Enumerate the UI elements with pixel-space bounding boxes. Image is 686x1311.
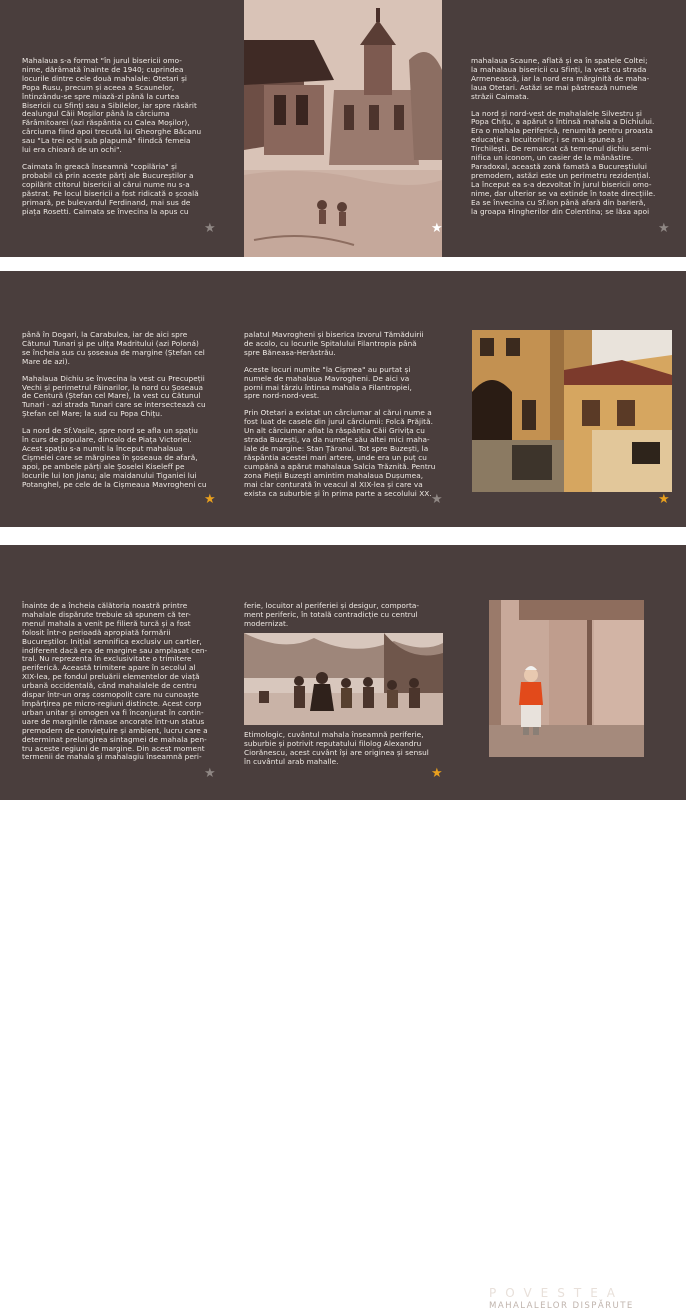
paragraph: La nord și nord-vest de mahalalele Silvestru și Popa Chițu, a apărut o întinsă mahala a Dichiului. Era o mahala periferică, renumită pentru proasta educație a locuitorilor; i se mai spunea și Tirchilești. De remarcat că termenul dichiu semi- nifica un iconom, un casier de la mânăstire. Paradoxal, această zonă famată a Bucureștiului premodern, astăzi este un perimetru rezidențial. La început ea s-a dezvoltat în jurul bisericii omo- nime, dar ulterior se va extinde în toate direcțiile. Ea se învecina cu Sf.Ion până afară din barieră, la groapa Hingherilor din Colentina; se lăsa apoi [471, 108, 656, 216]
old-house-photo [472, 330, 672, 492]
star-icon: ★ [431, 766, 443, 781]
paragraph: Înainte de a încheia călătoria noastră printre mahalale dispărute trebuie să spunem că ter- menul mahala a venit pe filieră turcă și a fost folosit într-o perioadă apropiată formării Bucureștilor. Inițial semnifica exclusiv un cartier, indiferent dacă era de margine sau amplasat cen- tral. Nu reprezenta în exclusivitate o trimitere periferică. Această trimitere apare în secolul al XIX-lea, pe fondul preluării elementelor de viață urbană occidentală, când mahalalele de centru dispar într-un oraș cosmopolit care nu cunoaște împărțirea pe micro-regiuni distincte. Acest corp urban unitar și omogen va fi înconjurat în contin- uare de marginile rămase ancorate într-un status premodern de conviețuire și ambient, lucru care a determinat prelungirea sintagmei de mahala pen- tru aceste regiuni de margine. Din acest moment termenii de mahala și mahalagiu înseamnă peri- [22, 601, 208, 762]
paragraph: palatul Mavrogheni și biserica Izvorul Tămăduirii de acolo, cu locurile Spitalului Filantropia până spre Băneasa-Herăstrău. [244, 330, 424, 357]
paragraph: Aceste locuri numite "la Cișmea" au purtat și numele de mahalaua Mavrogheni. De aici va porni mai târziu întinsa mahala a Filantropiei, spre nord-nord-vest. [244, 364, 412, 401]
text-column-2-top [244, 602, 442, 636]
brand-title-line-2: MAHALALELOR DISPĂRUTE [489, 1301, 634, 1311]
star-icon: ★ [431, 221, 443, 236]
star-icon: ★ [431, 492, 443, 507]
paragraph: Mahalaua s-a format "în jurul bisericii omo- nime, dărâmată înainte de 1940; cuprindea locurile dintre cele două mahalale: Otetari și Popa Rusu, precum și aceea a Scaunelor, întinzându-se spre miază-zi până la curtea Bisericii cu Sfinți sau a Sibilelor, iar spre răsărit dealungul Căii Moșilor până la cârciuma Fărâmitoarei (azi răspântia cu Calea Moșilor), cârciuma fiind apoi trecută lui Gheorghe Băcanu sau "La trei ochi sub plapumă" fiindcă femeia lui era chioară de un ochi". [22, 56, 202, 155]
crowd-engraving-image [244, 633, 443, 725]
text-column-1 [22, 602, 219, 767]
page-spread-2 [0, 271, 686, 527]
brand-title-line-1: POVESTEA [489, 1286, 624, 1300]
page-spread-3 [0, 545, 686, 1311]
star-icon: ★ [658, 492, 670, 507]
text-column-2 [244, 331, 442, 501]
paragraph: Etimologic, cuvântul mahala înseamnă periferie, suburbie și potrivit reputatului filolog Alexandru Ciorănescu, acest cuvânt își are originea și sensul în cuvântul arab mahalle. [244, 730, 429, 766]
star-icon: ★ [204, 221, 216, 236]
star-icon: ★ [204, 492, 216, 507]
paragraph: Prin Otetari a existat un cârciumar al cărui nume a fost luat de casele din jurul cârciumii: Folcă Prăjită. Un alt cârciumar aflat la răspântia Căii Grivița cu strada Buzești, va da numele său altei mici maha- lale de margine: Stan Țăranul. Tot spre Buzești, la răspântia acestei mari artere, unde era un puț cu cumpănă a apărut mahalaua Salcia Trăznită. Pentru zona Pieții Buzești amintim mahalaua Dușumea, mai clar conturată în veacul al XIX-lea și care va exista ca suburbie și în prima parte a secolului XX. [244, 408, 436, 498]
paragraph: Mahalaua Dichiu se învecina la vest cu Precupeții Vechi și perimetrul Făinarilor, la nord cu Șoseaua de Centură (Ștefan cel Mare), la vest cu Cătunul Tunari - azi strada Tunari care se intersectează cu Ștefan cel Mare; la sud cu Popa Chițu. [22, 373, 206, 419]
paragraph: ferie, locuitor al periferiei și desigur, comporta- ment periferic, în totală contradicție cu centrul modernizat. [244, 601, 420, 628]
page-spread-1 [0, 0, 686, 257]
paragraph: până în Dogari, la Carabulea, iar de aici spre Cătunul Tunari și pe ulița Madritului (azi Poloná) se încheia sus cu șoseaua de margine (Ștefan cel Mare de azi). [22, 330, 205, 366]
star-icon: ★ [658, 221, 670, 236]
star-icon: ★ [204, 766, 216, 781]
paragraph: mahalaua Scaune, aflată și ea în spatele Coltei; la mahalaua bisericii cu Sfinți, la vest cu strada Armenească, iar la nord era mărginită de maha- laua Otetari. Astăzi se mai păstrează numele străzii Caimata. [471, 56, 650, 101]
paragraph: Caimata în greacă înseamnă "copilăria" și probabil că prin aceste părți ale Bucureștilor a copilărit ctitorul bisericii al cărui nume nu s-a păstrat. Pe locul bisericii a fost ridicată o școală primară, pe bulevardul Ferdinand, mai sus de piața Rosetti. Caimata se învecina la apus cu [22, 161, 199, 216]
text-column-1 [22, 331, 219, 501]
text-column-3 [471, 57, 670, 242]
text-column-1 [22, 57, 219, 242]
church-engraving-image [244, 0, 442, 257]
text-column-2-bottom [244, 731, 442, 771]
paragraph: La nord de Sf.Vasile, spre nord se afla un spațiu în curs de populare, dincolo de Piața Victoriei. Acest spațiu s-a numit la început mahalaua Cișmelei care se mărginea în șoseaua de afară, apoi, pe ambele părți ale Șoselei Kiseleff pe locurile lui Ion Jianu; ale maidanului Tiganiei lui Potanghel, pe cele de la Cișmeaua Mavrogheni cu [22, 426, 207, 489]
child-by-wall-photo [489, 600, 644, 757]
